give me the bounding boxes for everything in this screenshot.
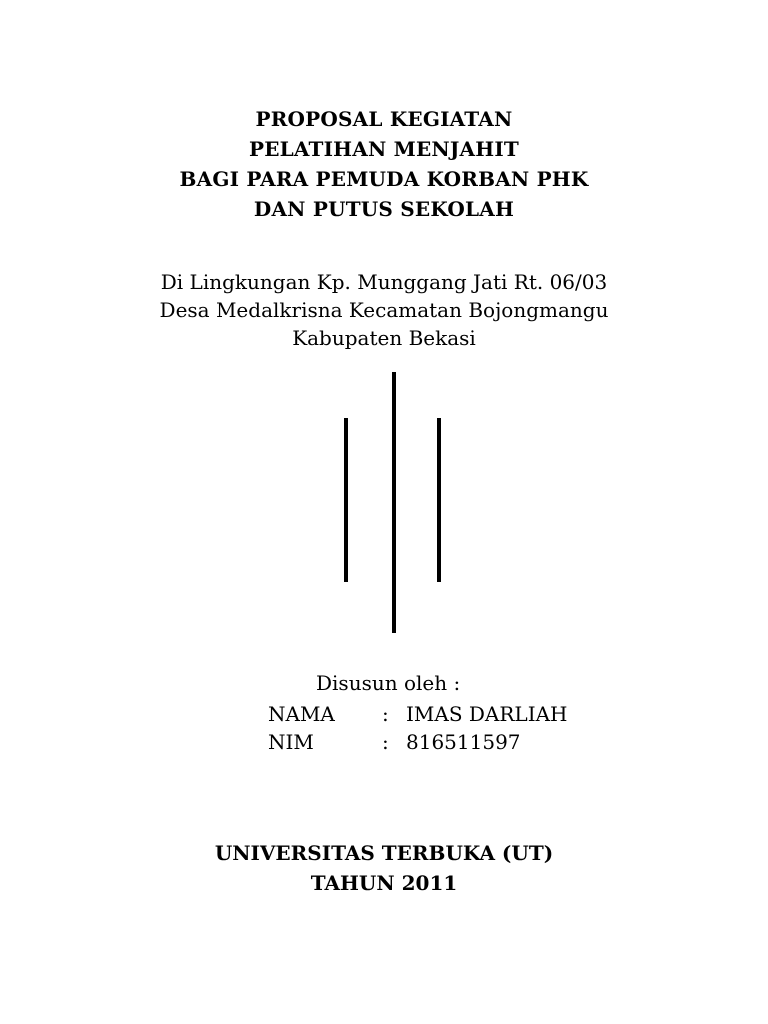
title-line: BAGI PARA PEMUDA KORBAN PHK: [179, 167, 589, 191]
name-value: IMAS DARLIAH: [406, 702, 568, 726]
institution-footer: [0, 838, 768, 898]
title-line: PELATIHAN MENJAHIT: [248, 137, 520, 161]
name-colon: :: [382, 702, 389, 726]
year: TAHUN 2011: [310, 871, 458, 895]
proposal-title: [0, 104, 768, 224]
title-line: DAN PUTUS SEKOLAH: [253, 197, 515, 221]
decorative-bar-right: [437, 418, 441, 582]
decorative-bar-center: [392, 372, 396, 633]
nim-row: [268, 726, 668, 758]
title-line: PROPOSAL KEGIATAN: [255, 107, 513, 131]
university-name: UNIVERSITAS TERBUKA (UT): [214, 841, 554, 865]
name-label: NAMA: [268, 702, 335, 726]
nim-colon: :: [382, 730, 389, 754]
location-line: Di Lingkungan Kp. Munggang Jati Rt. 06/03: [160, 270, 608, 294]
nim-value: 816511597: [406, 730, 521, 754]
location-address: [0, 268, 768, 352]
authored-by-label: Disusun oleh :: [316, 671, 461, 695]
decorative-bar-left: [344, 418, 348, 582]
nim-label: NIM: [268, 730, 314, 754]
location-line: Kabupaten Bekasi: [292, 326, 476, 350]
location-line: Desa Medalkrisna Kecamatan Bojongmangu: [159, 298, 609, 322]
